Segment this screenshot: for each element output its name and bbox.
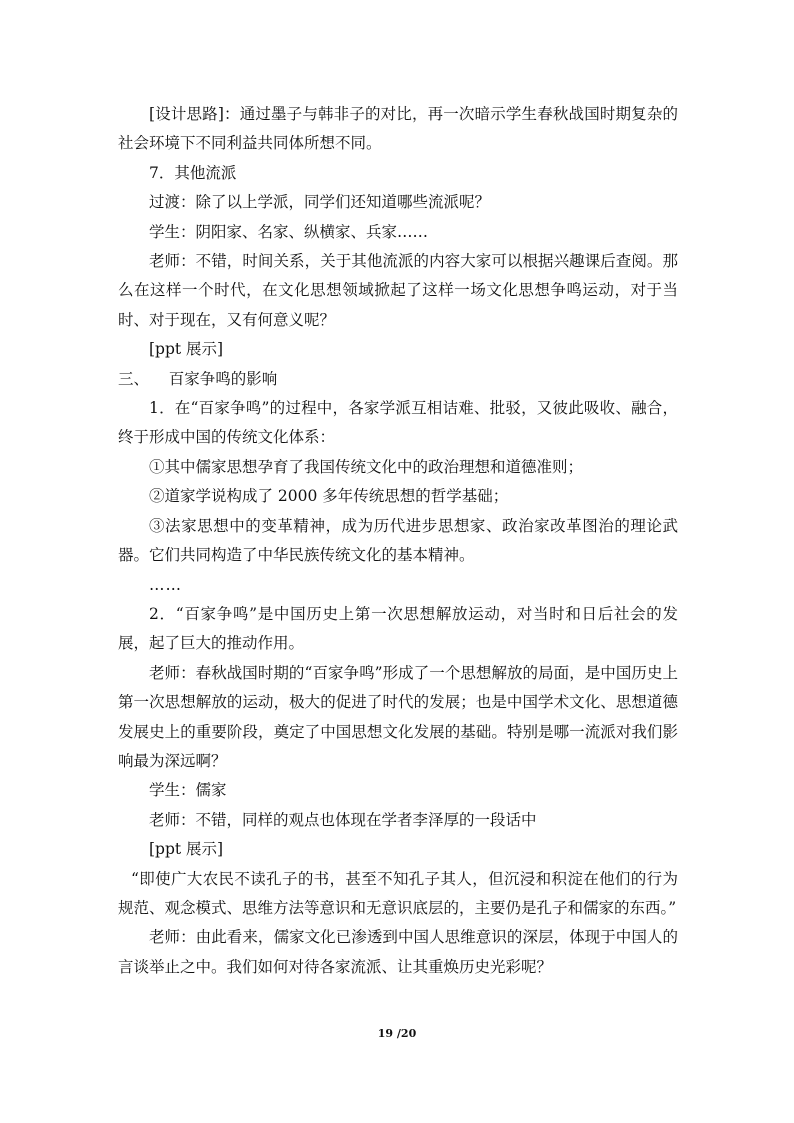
page-content [118,100,678,982]
legalist-item: ③法家思想中的变革精神，成为历代进步思想家、政治家改革图治的理论武器。它们共同构造了中华民族传统文化的基本精神。 [118,516,678,565]
teacher-paragraph: 老师：不错，同样的观点也体现在学者李泽厚的一段话中 [149,810,537,829]
taoist-item: ②道家学说构成了 2000 多年传统思想的哲学基础； [149,487,509,506]
teacher-paragraph: 老师：不错，时间关系，关于其他流派的内容大家可以根据兴趣课后查阅。那么在这样一个时代，在文化思想领域掀起了这样一场文化思想争鸣运动，对于当时、对于现在，又有何意义呢？ [118,252,678,329]
quote-paragraph: “即使广大农民不读孔子的书，甚至不知孔子其人，但沉浸和积淀在他们的行为规范、观念模式、思维方法等意识和无意识底层的，主要仍是孔子和儒家的东西。” [118,869,678,917]
influence-point-1: 1．在“百家争鸣”的过程中，各家学派互相诘难、批驳，又彼此吸收、融合，终于形成中国的传统文化体系： [118,399,678,447]
ellipsis: …… [149,575,182,594]
page-number: 19 /20 [377,1027,417,1040]
ppt-note: [ppt 展示] [149,340,224,359]
student-answer-paragraph: 学生：儒家 [149,781,227,800]
teacher-paragraph: 老师：春秋战国时期的“百家争鸣”形成了一个思想解放的局面，是中国历史上第一次思想解放的运动，极大的促进了时代的发展；也是中国学术文化、思想道德发展史上的重要阶段，奠定了中国思想文化发展的基础。特别是哪一流派对我们影响最为深远啊？ [118,663,678,770]
section-heading-influence: 三、 百家争鸣的影响 [118,369,278,388]
ppt-note: [ppt 展示] [149,840,224,859]
section-heading-other-schools: 7．其他流派 [149,163,237,182]
influence-point-2: 2．“百家争鸣”是中国历史上第一次思想解放运动，对当时和日后社会的发展，起了巨大的推动作用。 [118,604,678,653]
design-note-paragraph: [设计思路]：通过墨子与韩非子的对比，再一次暗示学生春秋战国时期复杂的社会环境下不同利益共同体所想不同。 [118,105,678,153]
student-answer-paragraph: 学生：阴阳家、名家、纵横家、兵家…… [149,222,429,241]
confucian-item: ①其中儒家思想孕育了我国传统文化中的政治理想和道德准则； [149,457,584,476]
teacher-paragraph: 老师：由此看来，儒家文化已渗透到中国人思维意识的深层，体现于中国人的言谈举止之中。我们如何对待各家流派、让其重焕历史光彩呢？ [118,928,678,976]
transition-paragraph: 过渡：除了以上学派，同学们还知道哪些流派呢？ [149,193,491,212]
